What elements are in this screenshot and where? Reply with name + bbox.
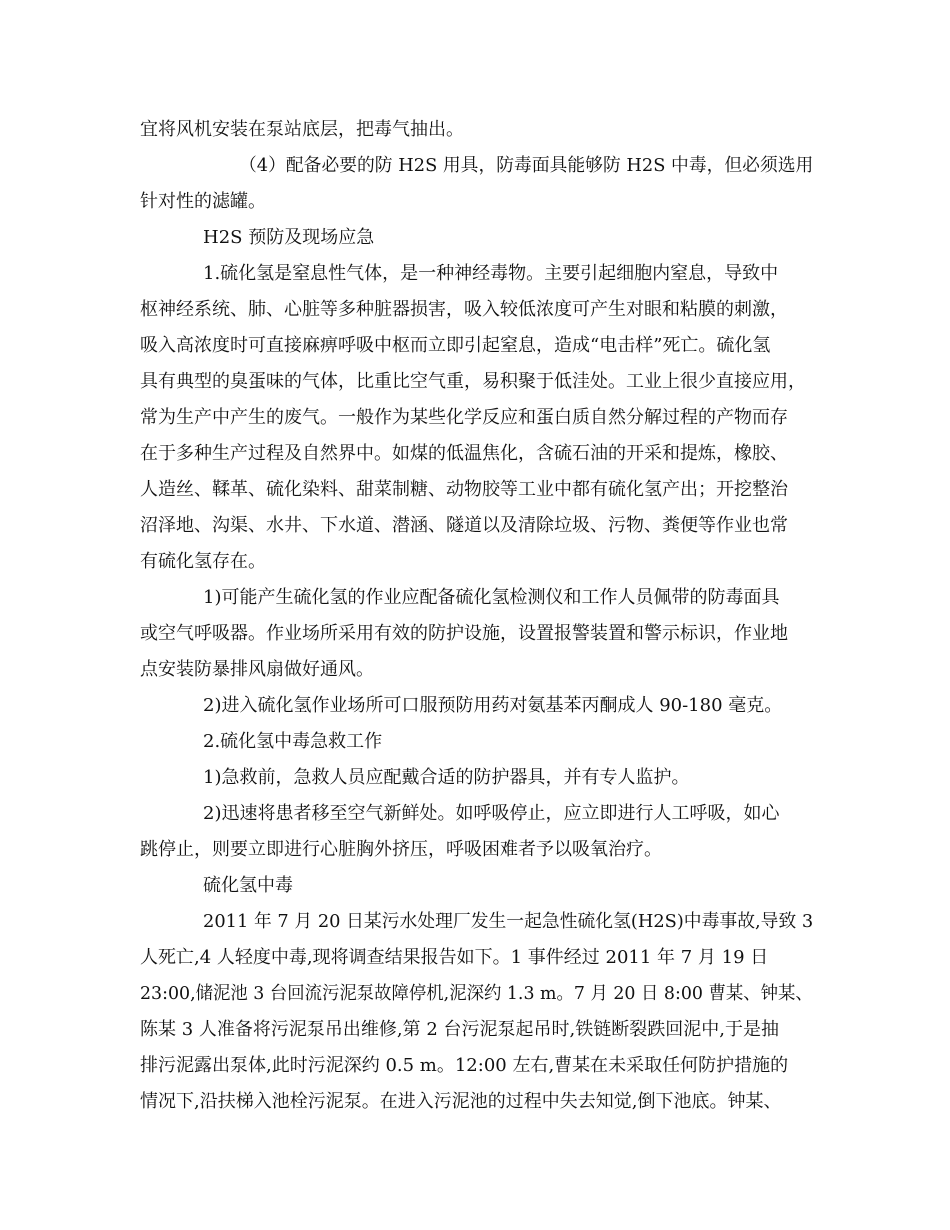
text-line: 有硫化氢存在。 (140, 551, 266, 572)
text-line: 陈某 3 人准备将污泥泵吊出维修,第 2 台污泥泵起吊时,铁链断裂跌回泥中,于是抽 (140, 1019, 779, 1040)
text-line: 2)进入硫化氢作业场所可口服预防用药对氨基苯丙酮成人 90-180 毫克。 (203, 695, 783, 716)
text-line: 常为生产中产生的废气。一般作为某些化学反应和蛋白质自然分解过程的产物而存 (140, 407, 788, 428)
text-line: （4）配备必要的防 H2S 用具，防毒面具能够防 H2S 中毒，但必须选用 (239, 155, 814, 176)
text-line: 1.硫化氢是窒息性气体，是一种神经毒物。主要引起细胞内窒息，导致中 (203, 263, 779, 284)
text-line: 在于多种生产过程及自然界中。如煤的低温焦化，含硫石油的开采和提炼，橡胶、 (140, 443, 788, 464)
text-line: 沼泽地、沟渠、水井、下水道、潜涵、隧道以及清除垃圾、污物、粪便等作业也常 (140, 515, 788, 536)
text-line: 2)迅速将患者移至空气新鲜处。如呼吸停止，应立即进行人工呼吸，如心 (203, 803, 780, 824)
text-line: 1)急救前，急救人员应配戴合适的防护器具，并有专人监护。 (203, 767, 690, 788)
text-line: 枢神经系统、肺、心脏等多种脏器损害，吸入较低浓度可产生对眼和粘膜的刺激， (140, 299, 788, 320)
text-line: 针对性的滤罐。 (140, 191, 266, 212)
text-line: 1)可能产生硫化氢的作业应配备硫化氢检测仪和工作人员佩带的防毒面具 (203, 587, 780, 608)
text-line: 点安装防暴排风扇做好通风。 (140, 659, 374, 680)
text-line: 人造丝、鞣革、硫化染料、甜菜制糖、动物胶等工业中都有硫化氢产出；开挖整治 (140, 479, 788, 500)
text-line: 宜将风机安装在泵站底层，把毒气抽出。 (140, 119, 464, 140)
text-line: 吸入高浓度时可直接麻痹呼吸中枢而立即引起窒息，造成“电击样”死亡。硫化氢 (140, 335, 771, 356)
text-line: 情况下,沿扶梯入池栓污泥泵。在进入污泥池的过程中失去知觉,倒下池底。钟某、 (140, 1091, 782, 1112)
section-heading: H2S 预防及现场应急 (203, 227, 375, 248)
text-line: 或空气呼吸器。作业场所采用有效的防护设施，设置报警装置和警示标识，作业地 (140, 623, 788, 644)
text-line: 人死亡,4 人轻度中毒,现将调查结果报告如下。1 事件经过 2011 年 7 月 19 日 (140, 947, 769, 968)
text-line: 排污泥露出泵体,此时污泥深约 0.5 m。12:00 左右,曹某在未采取任何防护措施的 (140, 1055, 789, 1076)
text-line: 跳停止，则要立即进行心脏胸外挤压，呼吸困难者予以吸氧治疗。 (140, 839, 662, 860)
text-line: 2011 年 7 月 20 日某污水处理厂发生一起急性硫化氢(H2S)中毒事故,导致 3 (203, 911, 814, 932)
text-line: 23:00,储泥池 3 台回流污泥泵故障停机,泥深约 1.3 m。7 月 20 日 8:00 曹某、钟某、 (140, 983, 813, 1004)
text-line: 具有典型的臭蛋味的气体，比重比空气重，易积聚于低洼处。工业上很少直接应用， (140, 371, 806, 392)
section-heading: 硫化氢中毒 (203, 875, 293, 896)
section-heading: 2.硫化氢中毒急救工作 (203, 731, 383, 752)
